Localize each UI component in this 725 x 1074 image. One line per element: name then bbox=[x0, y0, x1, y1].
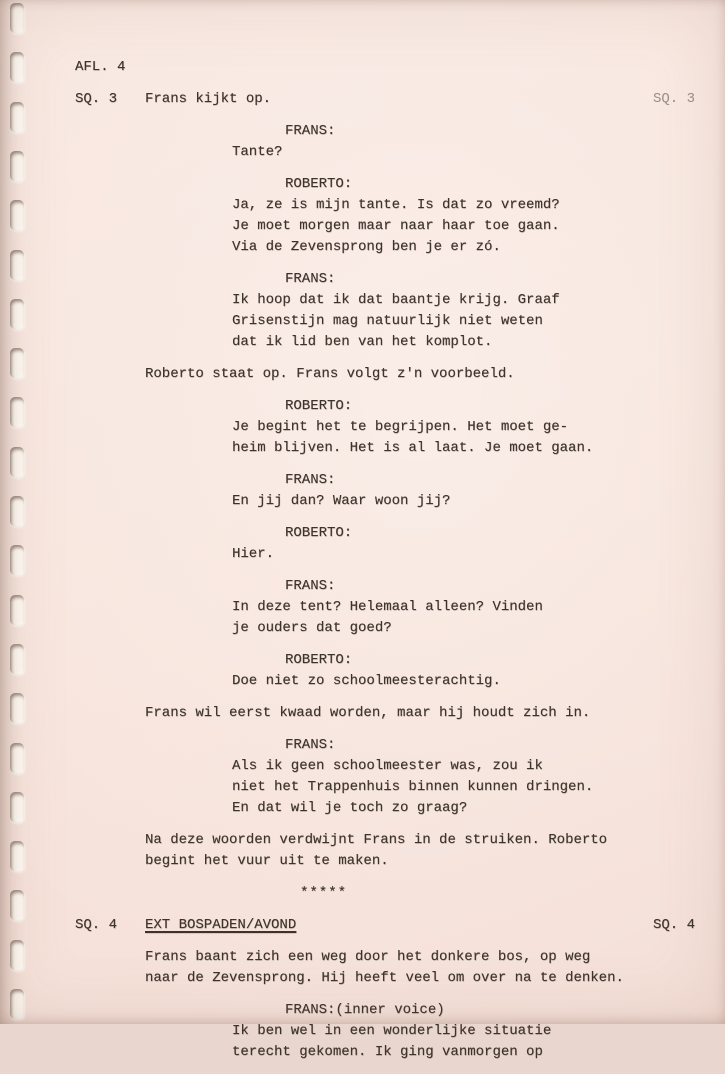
dialogue-block bbox=[232, 1000, 695, 1063]
speaker-name: ROBERTO: bbox=[285, 652, 353, 668]
scene-title: Frans kijkt op. bbox=[145, 91, 272, 107]
action-block bbox=[145, 703, 695, 724]
action-line: Frans wil eerst kwaad worden, maar hij houdt zich in. bbox=[145, 705, 591, 721]
dialogue-block bbox=[232, 576, 695, 639]
scene-number-right: SQ. 4 bbox=[652, 917, 695, 933]
speaker-name: FRANS: bbox=[285, 123, 336, 139]
binding-hole bbox=[10, 496, 24, 526]
action-block bbox=[145, 830, 695, 872]
dialogue-line: Grisenstijn mag natuurlijk niet weten bbox=[232, 313, 543, 329]
action-line: naar de Zevensprong. Hij heeft veel om over na te denken. bbox=[145, 970, 624, 986]
speaker-name: ROBERTO: bbox=[285, 176, 353, 192]
scene-number-left: SQ. 4 bbox=[75, 917, 118, 933]
binding-hole bbox=[10, 644, 24, 674]
dialogue-line: Hier. bbox=[232, 546, 275, 562]
dialogue-line: Doe niet zo schoolmeesterachtig. bbox=[232, 673, 501, 689]
dialogue-block bbox=[232, 470, 695, 512]
dialogue-block bbox=[232, 269, 695, 353]
dialogue-line: Ik hoop dat ik dat baantje krijg. Graaf bbox=[232, 292, 560, 308]
action-block bbox=[145, 947, 695, 989]
binding-hole bbox=[10, 545, 24, 575]
dialogue-block bbox=[232, 396, 695, 459]
dialogue-line: Tante? bbox=[232, 144, 283, 160]
binding-hole bbox=[10, 890, 24, 920]
action-block bbox=[145, 364, 695, 385]
scene-title: EXT BOSPADEN/AVOND bbox=[145, 917, 297, 933]
binding-hole bbox=[10, 397, 24, 427]
binding-hole bbox=[10, 595, 24, 625]
binding-hole bbox=[10, 102, 24, 132]
speaker-name: FRANS: bbox=[285, 737, 336, 753]
binding-hole bbox=[10, 940, 24, 970]
dialogue-line: Ja, ze is mijn tante. Is dat zo vreemd? bbox=[232, 197, 560, 213]
dialogue-block bbox=[232, 523, 695, 565]
action-line: Na deze woorden verdwijnt Frans in de struiken. Roberto bbox=[145, 832, 608, 848]
dialogue-line: Ik ben wel in een wonderlijke situatie bbox=[232, 1023, 552, 1039]
binding-holes bbox=[10, 0, 26, 1024]
episode-label: AFL. 4 bbox=[75, 59, 126, 75]
scene-separator: ***** bbox=[300, 885, 348, 901]
dialogue-line: je ouders dat goed? bbox=[232, 620, 392, 636]
speaker-name: ROBERTO: bbox=[285, 525, 353, 541]
binding-hole bbox=[10, 52, 24, 82]
binding-hole bbox=[10, 989, 24, 1019]
binding-hole bbox=[10, 693, 24, 723]
dialogue-line: En jij dan? Waar woon jij? bbox=[232, 493, 451, 509]
scene-number-left: SQ. 3 bbox=[75, 91, 118, 107]
speaker-name: ROBERTO: bbox=[285, 398, 353, 414]
dialogue-line: Je begint het te begrijpen. Het moet ge- bbox=[232, 419, 569, 435]
speaker-name: FRANS: bbox=[285, 271, 336, 287]
dialogue-line: In deze tent? Helemaal alleen? Vinden bbox=[232, 599, 543, 615]
dialogue-block bbox=[232, 174, 695, 258]
dialogue-line: heim blijven. Het is al laat. Je moet gaan. bbox=[232, 440, 594, 456]
binding-hole bbox=[10, 743, 24, 773]
dialogue-line: niet het Trappenhuis binnen kunnen dringen. bbox=[232, 779, 594, 795]
dialogue-line: terecht gekomen. Ik ging vanmorgen op bbox=[232, 1044, 543, 1060]
speaker-name: FRANS: bbox=[285, 472, 336, 488]
dialogue-block bbox=[232, 650, 695, 692]
speaker-name: FRANS: bbox=[285, 578, 336, 594]
scene-number-right: SQ. 3 bbox=[652, 91, 695, 107]
action-line: begint het vuur uit te maken. bbox=[145, 853, 389, 869]
dialogue-line: Via de Zevensprong ben je er zó. bbox=[232, 239, 501, 255]
binding-hole bbox=[10, 348, 24, 378]
binding-hole bbox=[10, 841, 24, 871]
binding-hole bbox=[10, 151, 24, 181]
binding-hole bbox=[10, 792, 24, 822]
binding-hole bbox=[10, 250, 24, 280]
action-line: Frans baant zich een weg door het donkere bos, op weg bbox=[145, 949, 591, 965]
dialogue-line: dat ik lid ben van het komplot. bbox=[232, 334, 493, 350]
binding-hole bbox=[10, 447, 24, 477]
dialogue-line: Als ik geen schoolmeester was, zou ik bbox=[232, 758, 543, 774]
speaker-name: FRANS:(inner voice) bbox=[285, 1002, 445, 1018]
binding-hole bbox=[10, 200, 24, 230]
dialogue-line: En dat wil je toch zo graag? bbox=[232, 800, 468, 816]
action-line: Roberto staat op. Frans volgt z'n voorbeeld. bbox=[145, 366, 515, 382]
binding-hole bbox=[10, 299, 24, 329]
page-content bbox=[75, 57, 695, 1074]
binding-hole bbox=[10, 3, 24, 33]
dialogue-line: Je moet morgen maar naar haar toe gaan. bbox=[232, 218, 560, 234]
dialogue-block bbox=[232, 121, 695, 163]
dialogue-block bbox=[232, 735, 695, 819]
script-flow bbox=[75, 89, 695, 1063]
scene-header bbox=[75, 915, 695, 936]
scene-header bbox=[75, 89, 695, 110]
